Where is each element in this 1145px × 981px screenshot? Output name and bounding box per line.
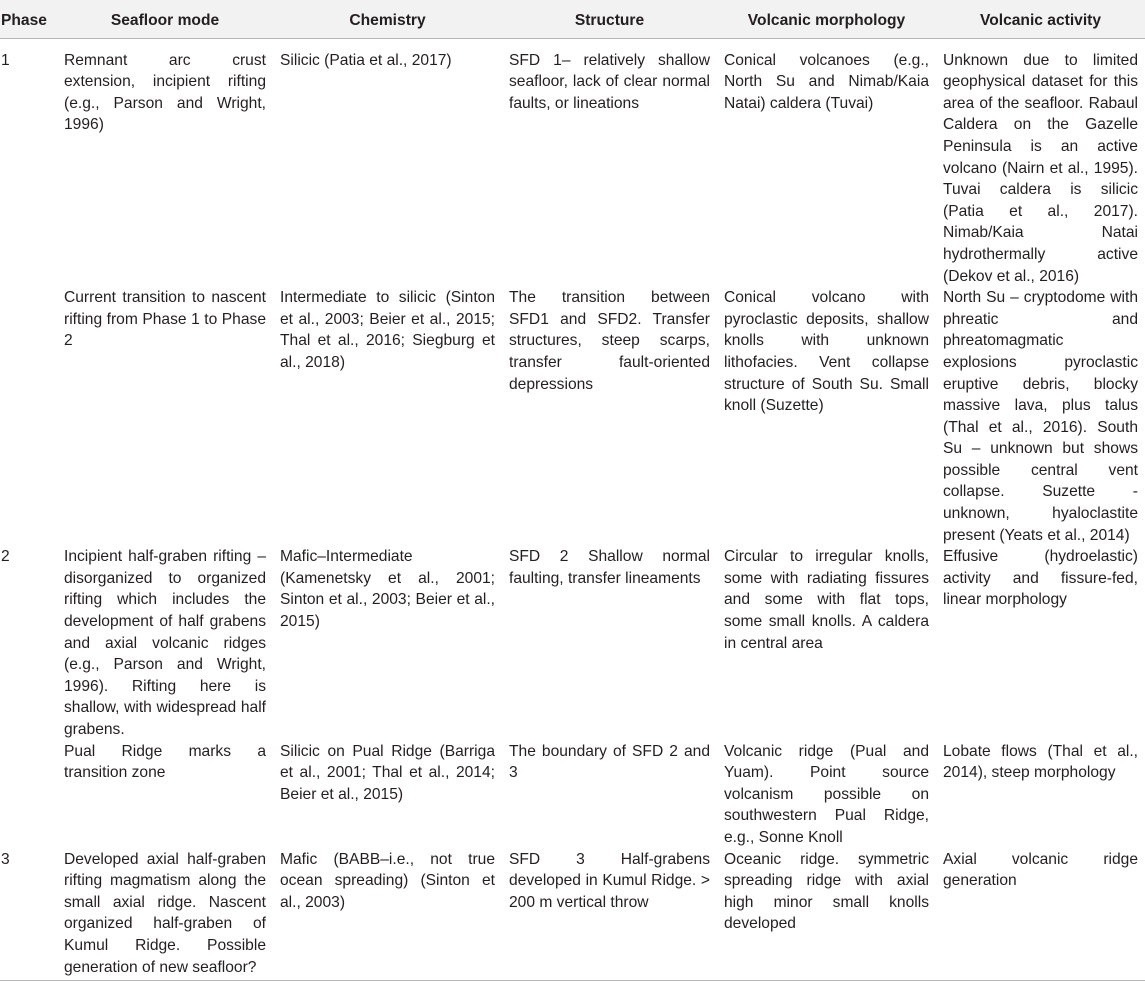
cell-volcanic-activity: Lobate flows (Thal et al., 2014), steep morphology	[943, 742, 1138, 782]
cell-chemistry: Mafic (BABB–i.e., not true ocean spreading) (Sinton et al., 2003)	[273, 849, 502, 981]
table-row	[0, 741, 1145, 849]
cell-seafloor-mode: Developed axial half-graben rifting magmatism along the small axial ridge. Nascent organized half-graben of Kumul Ridge. Possible generation of new seafloor?	[57, 849, 273, 981]
header-row	[0, 0, 1145, 38]
header-phase: Phase	[0, 0, 57, 38]
cell-phase: 3	[0, 849, 57, 981]
cell-structure: SFD 1– relatively shallow seafloor, lack of clear normal faults, or lineations	[509, 51, 710, 112]
cell-seafloor-mode: Incipient half-graben rifting – disorganized to organized rifting which includes the development of half grabens and axial volcanic ridges (e.g., Parson and Wright, 1996). Rifting here is shallow, with widespread half grabens.	[64, 548, 266, 738]
cell-seafloor-mode: Remnant arc crust extension, incipient rifting (e.g., Parson and Wright, 1996)	[64, 51, 266, 134]
table-row	[0, 849, 1145, 981]
cell-phase: 2	[1, 548, 10, 566]
cell-structure: The boundary of SFD 2 and 3	[509, 742, 710, 782]
header-volcanic-morphology: Volcanic morphology	[717, 0, 936, 38]
cell-chemistry: Silicic (Patia et al., 2017)	[280, 51, 452, 69]
cell-volcanic-morphology: Conical volcano with pyroclastic deposits, shallow knolls with unknown lithofacies. Vent collapse structure of South Su. Small knoll (Suzette)	[724, 289, 929, 415]
cell-structure: SFD 2 Shallow normal faulting, transfer lineaments	[509, 548, 710, 587]
cell-structure: The transition between SFD1 and SFD2. Transfer structures, steep scarps, transfer fault-oriented depressions	[509, 289, 710, 393]
cell-volcanic-activity: Axial volcanic ridge generation	[936, 849, 1145, 981]
cell-phase	[0, 287, 57, 546]
cell-volcanic-morphology: Volcanic ridge (Pual and Yuam). Point source volcanism possible on southwestern Pual Ridge, e.g., Sonne Knoll	[724, 742, 929, 846]
table-row	[0, 546, 1145, 740]
cell-volcanic-activity: Unknown due to limited geophysical dataset for this area of the seafloor. Rabaul Caldera on the Gazelle Peninsula is an active volcano (Nairn et al., 1995). Tuvai caldera is silicic (Patia et al., 2017). Nimab/Kaia Natai hydrothermally active (Dekov et al., 2016)	[943, 51, 1138, 285]
table-row	[0, 38, 1145, 287]
table-body	[0, 38, 1145, 981]
cell-volcanic-morphology: Oceanic ridge. symmetric spreading ridge with axial high minor small knolls developed	[717, 849, 936, 981]
cell-phase: 1	[1, 51, 10, 69]
header-seafloor-mode: Seafloor mode	[57, 0, 273, 38]
cell-seafloor-mode: Current transition to nascent rifting from Phase 1 to Phase 2	[64, 289, 266, 350]
cell-structure: SFD 3 Half-grabens developed in Kumul Ridge. > 200 m vertical throw	[502, 849, 717, 981]
cell-chemistry: Mafic–Intermediate (Kamenetsky et al., 2001; Sinton et al., 2003; Beier et al., 2015)	[280, 548, 495, 631]
header-volcanic-activity: Volcanic activity	[936, 0, 1145, 38]
header-structure: Structure	[502, 0, 717, 38]
cell-seafloor-mode: Pual Ridge marks a transition zone	[64, 742, 266, 782]
cell-volcanic-activity: Effusive (hydroelastic) activity and fissure-fed, linear morphology	[943, 548, 1138, 609]
header-chemistry: Chemistry	[273, 0, 502, 38]
cell-chemistry: Intermediate to silicic (Sinton et al., 2003; Beier et al., 2015; Thal et al., 2016; Siegburg et al., 2018)	[280, 289, 495, 371]
cell-volcanic-activity: North Su – cryptodome with phreatic and phreatomagmatic explosions pyroclastic eruptive debris, blocky massive lava, plus talus (Thal et al., 2016). South Su – unknown but shows possible central vent collapse. Suzette - unknown, hyaloclastite present (Yeats et al., 2014)	[943, 289, 1138, 544]
cell-volcanic-morphology: Conical volcanoes (e.g., North Su and Nimab/Kaia Natai) caldera (Tuvai)	[724, 51, 929, 112]
table-row	[0, 287, 1145, 546]
cell-chemistry: Silicic on Pual Ridge (Barriga et al., 2001; Thal et al., 2014; Beier et al., 2015)	[280, 742, 495, 803]
cell-phase	[0, 741, 57, 849]
cell-volcanic-morphology: Circular to irregular knolls, some with radiating fissures and some with flat tops, some small knolls. A caldera in central area	[724, 548, 929, 652]
table-header	[0, 0, 1145, 38]
